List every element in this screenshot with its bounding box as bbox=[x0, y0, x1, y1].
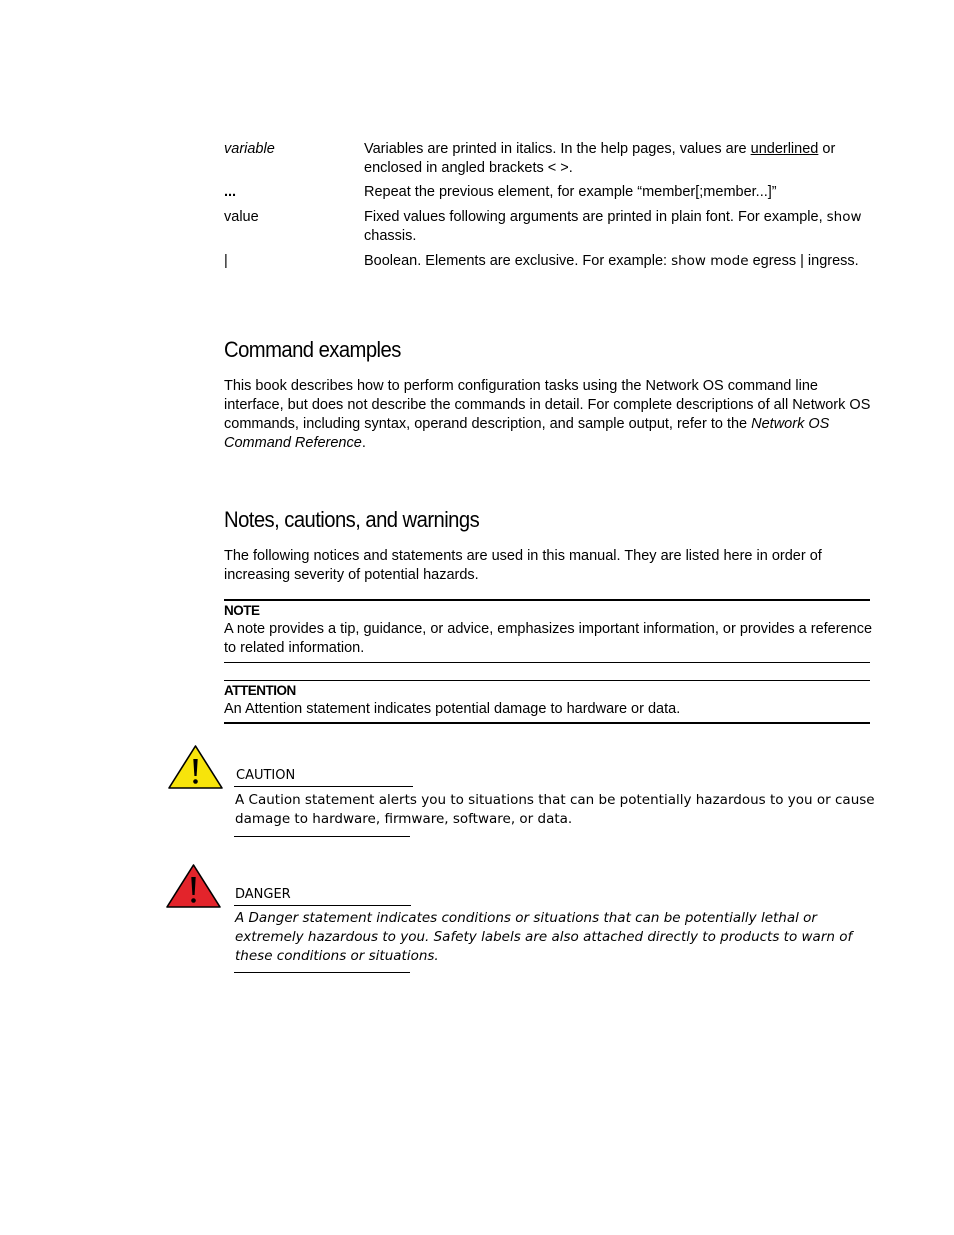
notices-intro-paragraph: The following notices and statements are used in this manual. They are listed here in order of increasing severity of potential hazards. bbox=[224, 548, 822, 583]
attention-top-rule bbox=[224, 680, 870, 681]
desc-pipe: Boolean. Elements are exclusive. For example: show mode egress | ingress. bbox=[364, 253, 859, 269]
danger-bottom-rule bbox=[234, 972, 410, 973]
caution-bottom-rule bbox=[234, 836, 410, 837]
command-reference-title: Network OS Command Reference bbox=[224, 416, 830, 451]
command-examples-paragraph: This book describes how to perform configuration tasks using the Network OS command line interface, but does not describe the commands in detail. For complete descriptions of all Network OS commands, including syntax, operand description, and sample output, refer to the Network OS Command Reference. bbox=[224, 378, 871, 451]
attention-text: An Attention statement indicates potential damage to hardware or data. bbox=[224, 701, 681, 717]
danger-text: A Danger statement indicates conditions or situations that can be potentially lethal or extremely hazardous to you. Safety labels are also attached directly to products to warn of these conditions or situations. bbox=[235, 910, 853, 964]
section-heading-notices: Notes, cautions, and warnings bbox=[224, 507, 480, 532]
caution-label-rule bbox=[234, 786, 413, 787]
desc-ellipsis: Repeat the previous element, for example “member[;member...]” bbox=[364, 184, 777, 200]
note-label: NOTE bbox=[224, 603, 260, 618]
term-value: value bbox=[224, 209, 259, 225]
desc-value: Fixed values following arguments are printed in plain font. For example, show chassis. bbox=[364, 209, 862, 244]
term-ellipsis: ... bbox=[224, 184, 237, 200]
desc-variable: Variables are printed in italics. In the help pages, values are underlined or enclosed in angled brackets < >. bbox=[364, 141, 836, 176]
danger-label: DANGER bbox=[235, 887, 291, 902]
danger-label-rule bbox=[234, 905, 411, 906]
term-pipe: | bbox=[224, 253, 228, 269]
danger-triangle-icon bbox=[165, 863, 222, 913]
attention-label: ATTENTION bbox=[224, 683, 296, 698]
caution-label: CAUTION bbox=[236, 768, 296, 783]
attention-bottom-rule bbox=[224, 722, 870, 724]
note-text: A note provides a tip, guidance, or advice, emphasizes important information, or provides a reference to related information. bbox=[224, 621, 873, 656]
caution-triangle-icon bbox=[167, 744, 224, 794]
caution-text: A Caution statement alerts you to situations that can be potentially hazardous to you or cause damage to hardware, firmware, software, or data. bbox=[235, 792, 875, 827]
term-variable: variable bbox=[224, 141, 275, 157]
section-heading-command-examples: Command examples bbox=[224, 337, 401, 362]
note-top-rule bbox=[224, 599, 870, 601]
note-bottom-rule bbox=[224, 662, 870, 663]
